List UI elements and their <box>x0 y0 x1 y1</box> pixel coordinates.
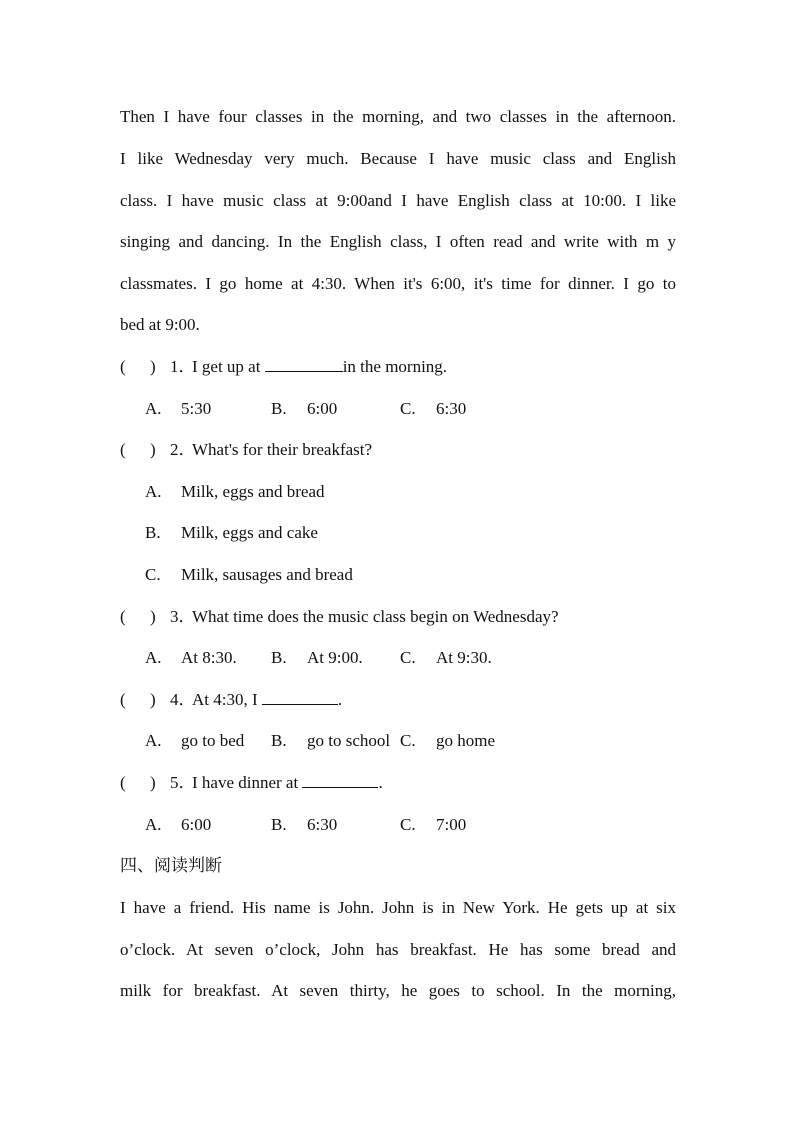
option-letter: C. <box>145 565 161 584</box>
question-text-end: in the morning. <box>342 357 448 376</box>
option-letter: B. <box>271 399 287 418</box>
answer-paren-open: ( <box>120 690 126 709</box>
answer-paren-open: ( <box>120 440 126 459</box>
question-2-option-c <box>145 563 353 587</box>
passage1-line-2: I like Wednesday very much. Because I have music class and English <box>120 149 676 168</box>
option-letter: A. <box>145 399 162 418</box>
question-number: 3． <box>170 607 196 626</box>
answer-paren-close: ) <box>150 357 156 376</box>
option-letter: B. <box>145 523 161 542</box>
option-text: 6:30 <box>436 399 467 418</box>
answer-paren-close: ) <box>150 607 156 626</box>
question-3 <box>120 605 559 629</box>
option-text: Milk, eggs and cake <box>181 523 318 542</box>
option-b <box>271 813 337 837</box>
answer-paren-close: ) <box>150 690 156 709</box>
option-b <box>271 729 390 753</box>
answer-paren-open: ( <box>120 773 126 792</box>
question-text: I have dinner at <box>192 773 303 792</box>
answer-blank <box>265 355 343 372</box>
option-b <box>271 646 363 670</box>
option-letter: A. <box>145 815 162 834</box>
option-letter: B. <box>271 731 287 750</box>
answer-blank <box>262 688 338 705</box>
option-c <box>400 729 495 753</box>
passage1-line-3: class. I have music class at 9:00and I have English class at 10:00. I like <box>120 191 676 210</box>
question-1 <box>120 355 447 379</box>
option-text: go home <box>436 731 496 750</box>
question-text: What time does the music class begin on Wednesday? <box>192 607 559 626</box>
option-a <box>145 646 237 670</box>
passage1-line-1: Then I have four classes in the morning, and two classes in the afternoon. <box>120 107 676 126</box>
question-number: 1． <box>170 357 196 376</box>
option-text: 6:00 <box>181 815 212 834</box>
passage1-line-6: bed at 9:00. <box>120 315 200 334</box>
option-a <box>145 397 211 421</box>
question-number: 4． <box>170 690 196 709</box>
option-letter: A. <box>145 648 162 667</box>
option-text: 5:30 <box>181 399 212 418</box>
passage2-line-1: I have a friend. His name is John. John is in New York. He gets up at six <box>120 898 676 917</box>
answer-paren-close: ) <box>150 440 156 459</box>
option-letter: C. <box>400 815 416 834</box>
passage1-line-4: singing and dancing. In the English class, I often read and write with m y <box>120 232 676 251</box>
option-text: At 8:30. <box>181 648 237 667</box>
option-text: 7:00 <box>436 815 467 834</box>
option-text: go to bed <box>181 731 245 750</box>
question-2 <box>120 438 372 462</box>
option-letter: C. <box>400 648 416 667</box>
passage2-line-3: milk for breakfast. At seven thirty, he goes to school. In the morning, <box>120 981 676 1000</box>
option-text: Milk, eggs and bread <box>181 482 325 501</box>
answer-blank <box>302 771 378 788</box>
option-text: Milk, sausages and bread <box>181 565 353 584</box>
question-number: 5． <box>170 773 196 792</box>
answer-paren-open: ( <box>120 607 126 626</box>
option-letter: B. <box>271 648 287 667</box>
option-text: 6:00 <box>307 399 338 418</box>
option-a <box>145 729 244 753</box>
option-letter: A. <box>145 482 162 501</box>
option-c <box>400 397 466 421</box>
question-text: At 4:30, I <box>192 690 262 709</box>
option-c <box>400 646 492 670</box>
option-c <box>400 813 466 837</box>
option-text: At 9:00. <box>307 648 363 667</box>
passage1-line-5: classmates. I go home at 4:30. When it's 6:00, it's time for dinner. I go to <box>120 274 676 293</box>
question-text: What's for their breakfast? <box>192 440 373 459</box>
option-b <box>271 397 337 421</box>
option-text: go to school <box>307 731 391 750</box>
question-2-option-b <box>145 521 318 545</box>
option-text: 6:30 <box>307 815 338 834</box>
option-letter: A. <box>145 731 162 750</box>
option-a <box>145 813 211 837</box>
answer-paren-close: ) <box>150 773 156 792</box>
question-text-end: . <box>378 773 383 792</box>
passage2-line-2: o’clock. At seven o’clock, John has breakfast. He has some bread and <box>120 940 676 959</box>
question-2-option-a <box>145 480 325 504</box>
question-text: I get up at <box>192 357 265 376</box>
question-text-end: . <box>337 690 343 709</box>
question-number: 2． <box>170 440 196 459</box>
option-letter: B. <box>271 815 287 834</box>
option-text: At 9:30. <box>436 648 492 667</box>
section-title: 四、阅读判断 <box>120 856 222 876</box>
option-letter: C. <box>400 731 416 750</box>
option-letter: C. <box>400 399 416 418</box>
question-4 <box>120 688 342 712</box>
answer-paren-open: ( <box>120 357 126 376</box>
question-5 <box>120 771 383 795</box>
